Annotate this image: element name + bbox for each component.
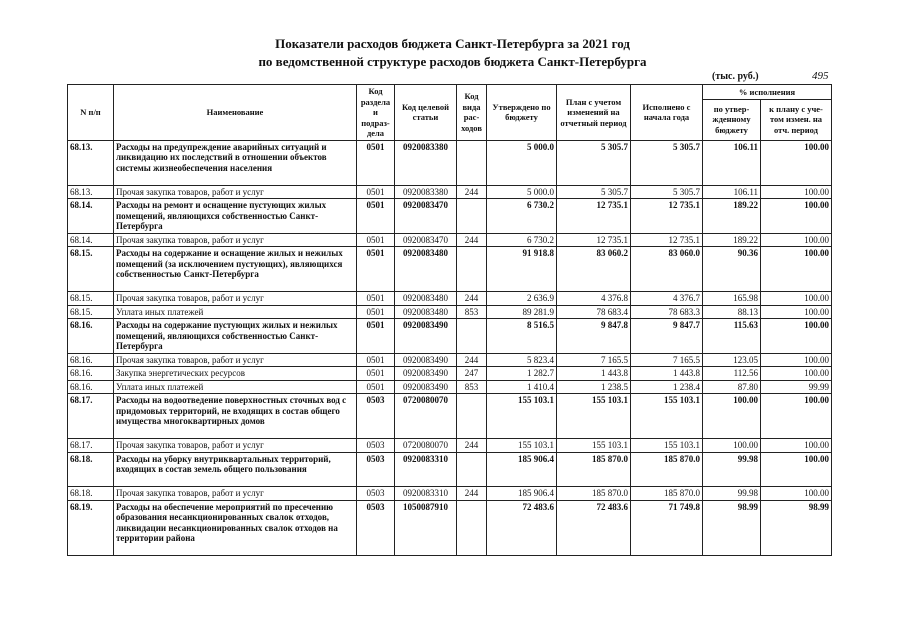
row-pct-approved: 87.80 bbox=[703, 380, 761, 394]
row-section-code: 0501 bbox=[357, 140, 395, 185]
row-num: 68.16. bbox=[68, 319, 114, 354]
row-executed: 7 165.5 bbox=[631, 353, 703, 367]
row-pct-plan: 100.00 bbox=[761, 233, 832, 247]
row-num: 68.16. bbox=[68, 380, 114, 394]
row-section-code: 0503 bbox=[357, 452, 395, 487]
row-plan: 185 870.0 bbox=[557, 452, 631, 487]
row-pct-approved: 112.56 bbox=[703, 367, 761, 381]
row-section-code: 0501 bbox=[357, 247, 395, 292]
row-pct-approved: 106.11 bbox=[703, 185, 761, 199]
table-row bbox=[68, 319, 832, 354]
row-executed: 185 870.0 bbox=[631, 487, 703, 501]
row-approved: 8 516.5 bbox=[487, 319, 557, 354]
row-plan: 83 060.2 bbox=[557, 247, 631, 292]
row-executed: 9 847.7 bbox=[631, 319, 703, 354]
row-pct-plan: 100.00 bbox=[761, 353, 832, 367]
row-target-code: 0920083470 bbox=[395, 199, 457, 234]
row-pct-plan: 100.00 bbox=[761, 394, 832, 439]
table-row bbox=[68, 305, 832, 319]
row-approved: 6 730.2 bbox=[487, 199, 557, 234]
col-header-name: Наименование bbox=[114, 85, 357, 141]
col-header-section: Код раздела и подраз-дела bbox=[357, 85, 395, 141]
row-num: 68.18. bbox=[68, 487, 114, 501]
row-type-code bbox=[457, 500, 487, 556]
row-approved: 155 103.1 bbox=[487, 394, 557, 439]
row-approved: 1 410.4 bbox=[487, 380, 557, 394]
table-row bbox=[68, 140, 832, 185]
col-header-pct-group: % исполнения bbox=[703, 85, 832, 100]
table-row bbox=[68, 500, 832, 556]
report-title-line2: по ведомственной структуре расходов бюджета Санкт-Петербурга bbox=[258, 54, 647, 69]
row-target-code: 0920083490 bbox=[395, 319, 457, 354]
row-num: 68.14. bbox=[68, 199, 114, 234]
row-target-code: 0920083480 bbox=[395, 247, 457, 292]
row-plan: 5 305.7 bbox=[557, 140, 631, 185]
row-target-code: 0720080070 bbox=[395, 394, 457, 439]
row-pct-approved: 98.99 bbox=[703, 500, 761, 556]
row-name: Расходы на водоотведение поверхностных сточных вод с придомовых территорий, не входящих в состав общего имущества многоквартирных домов bbox=[114, 394, 357, 439]
row-plan: 155 103.1 bbox=[557, 439, 631, 453]
table-body bbox=[68, 140, 832, 556]
row-type-code: 244 bbox=[457, 292, 487, 306]
table-row bbox=[68, 353, 832, 367]
row-name: Расходы на ремонт и оснащение пустующих жилых помещений, являющихся собственностью Санкт-Петербурга bbox=[114, 199, 357, 234]
row-pct-plan: 100.00 bbox=[761, 319, 832, 354]
row-executed: 12 735.1 bbox=[631, 233, 703, 247]
row-pct-plan: 100.00 bbox=[761, 140, 832, 185]
col-header-plan: План с учетом изменений на отчетный период bbox=[557, 85, 631, 141]
row-pct-plan: 100.00 bbox=[761, 439, 832, 453]
row-approved: 6 730.2 bbox=[487, 233, 557, 247]
row-approved: 5 823.4 bbox=[487, 353, 557, 367]
row-pct-plan: 100.00 bbox=[761, 199, 832, 234]
row-pct-plan: 100.00 bbox=[761, 247, 832, 292]
row-plan: 72 483.6 bbox=[557, 500, 631, 556]
row-section-code: 0503 bbox=[357, 500, 395, 556]
col-header-approved: Утверждено по бюджету bbox=[487, 85, 557, 141]
report-title-line1: Показатели расходов бюджета Санкт-Петербурга за 2021 год bbox=[275, 36, 630, 51]
row-name: Расходы на обеспечение мероприятий по пресечению образования несанкционированных свалок отходов, ликвидации несанкционированных свалок отходов на территории района bbox=[114, 500, 357, 556]
row-type-code bbox=[457, 394, 487, 439]
row-section-code: 0501 bbox=[357, 380, 395, 394]
row-approved: 185 906.4 bbox=[487, 452, 557, 487]
table-row bbox=[68, 452, 832, 487]
row-section-code: 0501 bbox=[357, 292, 395, 306]
table-row bbox=[68, 394, 832, 439]
row-type-code bbox=[457, 199, 487, 234]
table-row bbox=[68, 487, 832, 501]
row-num: 68.13. bbox=[68, 140, 114, 185]
row-approved: 5 000.0 bbox=[487, 140, 557, 185]
table-row bbox=[68, 292, 832, 306]
row-name: Уплата иных платежей bbox=[114, 380, 357, 394]
row-plan: 4 376.8 bbox=[557, 292, 631, 306]
row-executed: 1 443.8 bbox=[631, 367, 703, 381]
table-row bbox=[68, 367, 832, 381]
row-pct-plan: 100.00 bbox=[761, 452, 832, 487]
row-name: Расходы на уборку внутриквартальных территорий, входящих в состав земель общего пользования bbox=[114, 452, 357, 487]
table-row bbox=[68, 247, 832, 292]
row-executed: 5 305.7 bbox=[631, 185, 703, 199]
row-type-code bbox=[457, 319, 487, 354]
row-approved: 89 281.9 bbox=[487, 305, 557, 319]
row-pct-approved: 100.00 bbox=[703, 394, 761, 439]
row-section-code: 0501 bbox=[357, 319, 395, 354]
row-plan: 185 870.0 bbox=[557, 487, 631, 501]
table-row bbox=[68, 199, 832, 234]
row-section-code: 0501 bbox=[357, 353, 395, 367]
row-executed: 71 749.8 bbox=[631, 500, 703, 556]
row-section-code: 0503 bbox=[357, 439, 395, 453]
row-pct-plan: 100.00 bbox=[761, 185, 832, 199]
row-approved: 2 636.9 bbox=[487, 292, 557, 306]
row-executed: 12 735.1 bbox=[631, 199, 703, 234]
table-row bbox=[68, 439, 832, 453]
row-section-code: 0501 bbox=[357, 185, 395, 199]
col-header-pct-approved: по утвер-жденному бюджету bbox=[703, 99, 761, 140]
row-plan: 9 847.8 bbox=[557, 319, 631, 354]
row-target-code: 0720080070 bbox=[395, 439, 457, 453]
row-executed: 155 103.1 bbox=[631, 394, 703, 439]
row-name: Прочая закупка товаров, работ и услуг bbox=[114, 487, 357, 501]
row-plan: 155 103.1 bbox=[557, 394, 631, 439]
row-pct-approved: 189.22 bbox=[703, 199, 761, 234]
row-executed: 4 376.7 bbox=[631, 292, 703, 306]
row-type-code: 244 bbox=[457, 439, 487, 453]
row-num: 68.15. bbox=[68, 247, 114, 292]
row-pct-approved: 99.98 bbox=[703, 487, 761, 501]
row-target-code: 0920083380 bbox=[395, 140, 457, 185]
row-num: 68.16. bbox=[68, 367, 114, 381]
row-approved: 185 906.4 bbox=[487, 487, 557, 501]
row-executed: 78 683.3 bbox=[631, 305, 703, 319]
row-num: 68.17. bbox=[68, 394, 114, 439]
row-pct-approved: 99.98 bbox=[703, 452, 761, 487]
row-target-code: 0920083480 bbox=[395, 305, 457, 319]
row-pct-approved: 90.36 bbox=[703, 247, 761, 292]
row-num: 68.13. bbox=[68, 185, 114, 199]
row-plan: 1 238.5 bbox=[557, 380, 631, 394]
row-pct-approved: 106.11 bbox=[703, 140, 761, 185]
row-pct-approved: 165.98 bbox=[703, 292, 761, 306]
row-target-code: 0920083380 bbox=[395, 185, 457, 199]
row-pct-plan: 100.00 bbox=[761, 367, 832, 381]
page-number: 495 bbox=[812, 70, 829, 82]
row-approved: 91 918.8 bbox=[487, 247, 557, 292]
row-target-code: 0920083310 bbox=[395, 487, 457, 501]
row-name: Расходы на содержание пустующих жилых и нежилых помещений, являющихся собственностью Санкт-Петербурга bbox=[114, 319, 357, 354]
row-executed: 185 870.0 bbox=[631, 452, 703, 487]
table-row bbox=[68, 185, 832, 199]
row-type-code: 244 bbox=[457, 185, 487, 199]
row-plan: 7 165.5 bbox=[557, 353, 631, 367]
row-num: 68.14. bbox=[68, 233, 114, 247]
row-num: 68.15. bbox=[68, 292, 114, 306]
row-name: Прочая закупка товаров, работ и услуг bbox=[114, 233, 357, 247]
row-name: Прочая закупка товаров, работ и услуг bbox=[114, 353, 357, 367]
row-name: Уплата иных платежей bbox=[114, 305, 357, 319]
row-type-code bbox=[457, 247, 487, 292]
row-plan: 12 735.1 bbox=[557, 199, 631, 234]
row-executed: 155 103.1 bbox=[631, 439, 703, 453]
row-executed: 5 305.7 bbox=[631, 140, 703, 185]
row-section-code: 0501 bbox=[357, 305, 395, 319]
row-name: Расходы на предупреждение аварийных ситуаций и ликвидацию их последствий в отношении объектов системы жизнеобеспечения населения bbox=[114, 140, 357, 185]
row-target-code: 0920083490 bbox=[395, 367, 457, 381]
row-section-code: 0501 bbox=[357, 199, 395, 234]
expenses-table bbox=[67, 84, 832, 556]
row-executed: 83 060.0 bbox=[631, 247, 703, 292]
row-num: 68.17. bbox=[68, 439, 114, 453]
row-name: Закупка энергетических ресурсов bbox=[114, 367, 357, 381]
row-type-code: 244 bbox=[457, 353, 487, 367]
row-approved: 72 483.6 bbox=[487, 500, 557, 556]
row-num: 68.15. bbox=[68, 305, 114, 319]
row-type-code: 853 bbox=[457, 305, 487, 319]
row-target-code: 0920083490 bbox=[395, 380, 457, 394]
row-num: 68.19. bbox=[68, 500, 114, 556]
row-type-code bbox=[457, 452, 487, 487]
row-target-code: 1050087910 bbox=[395, 500, 457, 556]
row-plan: 12 735.1 bbox=[557, 233, 631, 247]
row-type-code bbox=[457, 140, 487, 185]
row-name: Прочая закупка товаров, работ и услуг bbox=[114, 185, 357, 199]
row-section-code: 0501 bbox=[357, 367, 395, 381]
row-pct-approved: 123.05 bbox=[703, 353, 761, 367]
table-row bbox=[68, 233, 832, 247]
row-pct-plan: 99.99 bbox=[761, 380, 832, 394]
row-pct-plan: 98.99 bbox=[761, 500, 832, 556]
col-header-executed: Исполнено с начала года bbox=[631, 85, 703, 141]
row-num: 68.16. bbox=[68, 353, 114, 367]
row-pct-plan: 100.00 bbox=[761, 292, 832, 306]
row-target-code: 0920083470 bbox=[395, 233, 457, 247]
col-header-type: Код вида рас-ходов bbox=[457, 85, 487, 141]
row-type-code: 244 bbox=[457, 233, 487, 247]
row-pct-approved: 88.13 bbox=[703, 305, 761, 319]
row-num: 68.18. bbox=[68, 452, 114, 487]
row-pct-plan: 100.00 bbox=[761, 487, 832, 501]
row-name: Прочая закупка товаров, работ и услуг bbox=[114, 439, 357, 453]
row-plan: 5 305.7 bbox=[557, 185, 631, 199]
row-plan: 1 443.8 bbox=[557, 367, 631, 381]
row-section-code: 0501 bbox=[357, 233, 395, 247]
row-type-code: 244 bbox=[457, 487, 487, 501]
row-section-code: 0503 bbox=[357, 394, 395, 439]
row-approved: 1 282.7 bbox=[487, 367, 557, 381]
row-approved: 155 103.1 bbox=[487, 439, 557, 453]
row-section-code: 0503 bbox=[357, 487, 395, 501]
row-type-code: 853 bbox=[457, 380, 487, 394]
row-pct-approved: 100.00 bbox=[703, 439, 761, 453]
row-target-code: 0920083310 bbox=[395, 452, 457, 487]
table-row bbox=[68, 380, 832, 394]
row-target-code: 0920083480 bbox=[395, 292, 457, 306]
col-header-target: Код целевой статьи bbox=[395, 85, 457, 141]
row-pct-approved: 115.63 bbox=[703, 319, 761, 354]
col-header-pct-plan: к плану с уче-том измен. на отч. период bbox=[761, 99, 832, 140]
row-name: Расходы на содержание и оснащение жилых и нежилых помещений (за исключением пустующих), являющихся собственностью Санкт-Петербурга bbox=[114, 247, 357, 292]
row-executed: 1 238.4 bbox=[631, 380, 703, 394]
row-pct-plan: 100.00 bbox=[761, 305, 832, 319]
row-type-code: 247 bbox=[457, 367, 487, 381]
row-pct-approved: 189.22 bbox=[703, 233, 761, 247]
row-target-code: 0920083490 bbox=[395, 353, 457, 367]
col-header-num: N п/п bbox=[68, 85, 114, 141]
units-label: (тыс. руб.) bbox=[712, 71, 759, 82]
row-approved: 5 000.0 bbox=[487, 185, 557, 199]
row-plan: 78 683.4 bbox=[557, 305, 631, 319]
row-name: Прочая закупка товаров, работ и услуг bbox=[114, 292, 357, 306]
